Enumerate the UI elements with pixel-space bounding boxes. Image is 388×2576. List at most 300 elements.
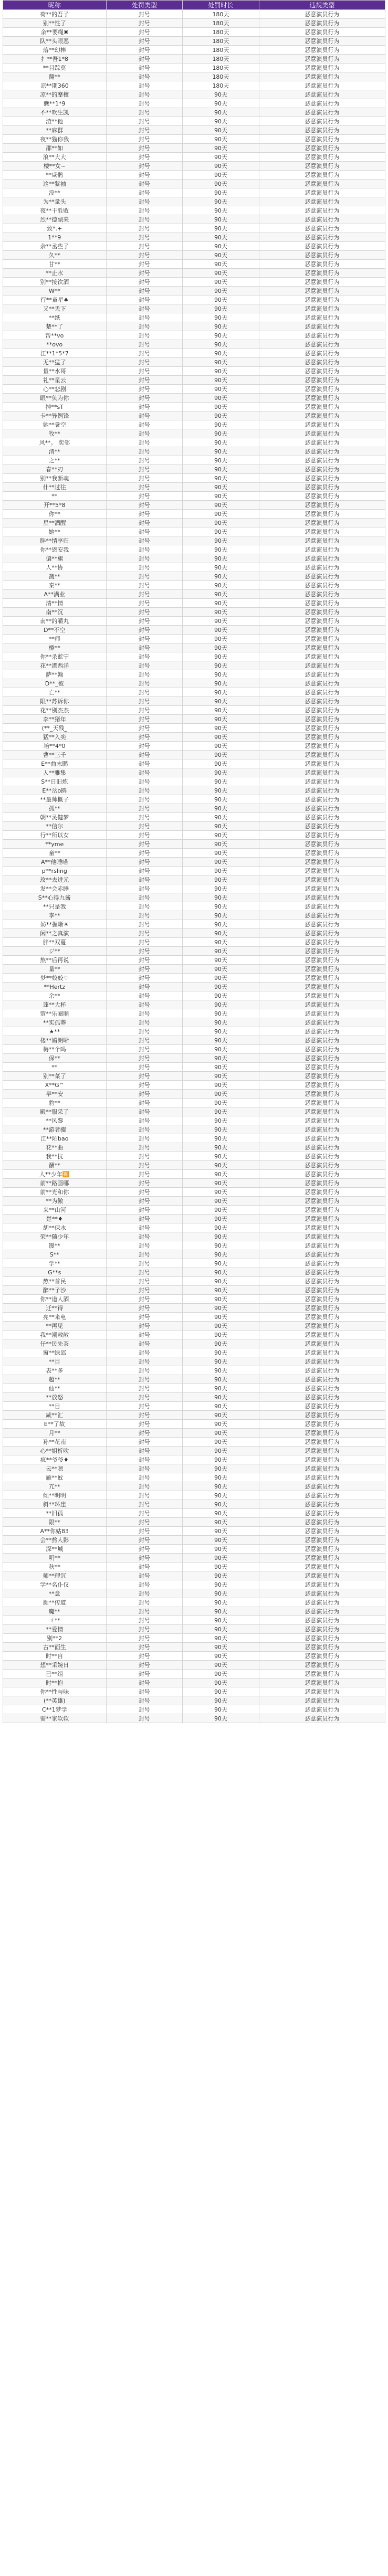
cell-nickname: 花**港西洋: [3, 661, 107, 670]
cell-nickname: 渣**他: [3, 117, 107, 126]
table-row: [3, 635, 385, 643]
cell-penalty-duration: 90天: [183, 786, 259, 795]
cell-nickname: E**岔o鸥: [3, 786, 107, 795]
cell-violation-type: 恶意演员行为: [259, 1571, 385, 1580]
table-row: [3, 1482, 385, 1491]
cell-penalty-type: 封号: [106, 688, 183, 697]
cell-penalty-duration: 90天: [183, 429, 259, 438]
cell-violation-type: 恶意演员行为: [259, 1313, 385, 1322]
table-row: [3, 224, 385, 233]
cell-violation-type: 恶意演员行为: [259, 1661, 385, 1670]
cell-penalty-type: 封号: [106, 733, 183, 742]
table-row: [3, 233, 385, 242]
cell-penalty-type: 封号: [106, 1268, 183, 1277]
cell-violation-type: 恶意演员行为: [259, 536, 385, 545]
cell-nickname: 荷**的吾子: [3, 10, 107, 19]
cell-nickname: 需**家软软: [3, 1714, 107, 1723]
cell-penalty-type: 封号: [106, 1455, 183, 1464]
cell-violation-type: 恶意演员行为: [259, 715, 385, 724]
table-row: [3, 1500, 385, 1509]
table-row: [3, 313, 385, 322]
cell-violation-type: 恶意演员行为: [259, 724, 385, 733]
cell-nickname: 1**9: [3, 233, 107, 242]
cell-penalty-duration: 90天: [183, 1027, 259, 1036]
table-row: [3, 1402, 385, 1411]
cell-penalty-type: 封号: [106, 1625, 183, 1634]
cell-nickname: ジ**: [3, 947, 107, 956]
cell-violation-type: 恶意演员行为: [259, 1081, 385, 1090]
cell-penalty-duration: 90天: [183, 813, 259, 822]
cell-penalty-type: 封号: [106, 759, 183, 768]
cell-violation-type: 恶意演员行为: [259, 1107, 385, 1116]
cell-nickname: 偏**旗: [3, 554, 107, 563]
cell-penalty-type: 封号: [106, 474, 183, 483]
cell-penalty-duration: 90天: [183, 251, 259, 260]
cell-violation-type: 恶意演员行为: [259, 661, 385, 670]
cell-penalty-duration: 90天: [183, 278, 259, 287]
cell-penalty-type: 封号: [106, 884, 183, 893]
cell-nickname: 行**童星♠: [3, 295, 107, 304]
cell-nickname: **目: [3, 1402, 107, 1411]
cell-penalty-duration: 90天: [183, 171, 259, 180]
cell-nickname: 你**性与味: [3, 1687, 107, 1696]
cell-nickname: S**: [3, 1250, 107, 1259]
table-row: [3, 144, 385, 153]
cell-violation-type: 恶意演员行为: [259, 608, 385, 617]
cell-penalty-type: 封号: [106, 590, 183, 599]
cell-penalty-type: 封号: [106, 64, 183, 72]
cell-penalty-type: 封号: [106, 1375, 183, 1384]
cell-violation-type: 恶意演员行为: [259, 1277, 385, 1286]
table-row: [3, 724, 385, 733]
cell-violation-type: 恶意演员行为: [259, 884, 385, 893]
table-row: [3, 1063, 385, 1072]
table-row: [3, 1134, 385, 1143]
cell-violation-type: 恶意演员行为: [259, 742, 385, 751]
cell-penalty-type: 封号: [106, 394, 183, 403]
cell-nickname: 夜**干胜败: [3, 206, 107, 215]
cell-nickname: 窗**绿邱: [3, 1348, 107, 1357]
cell-penalty-type: 封号: [106, 465, 183, 474]
cell-violation-type: 恶意演员行为: [259, 474, 385, 483]
cell-penalty-type: 封号: [106, 403, 183, 411]
cell-violation-type: 恶意演员行为: [259, 1134, 385, 1143]
cell-penalty-duration: 90天: [183, 340, 259, 349]
cell-violation-type: 恶意演员行为: [259, 527, 385, 536]
table-row: [3, 260, 385, 269]
cell-nickname: **咸鹘: [3, 171, 107, 180]
cell-violation-type: 恶意演员行为: [259, 278, 385, 287]
cell-violation-type: 恶意演员行为: [259, 1589, 385, 1598]
cell-penalty-duration: 180天: [183, 81, 259, 90]
cell-penalty-duration: 90天: [183, 1589, 259, 1598]
table-row: [3, 1554, 385, 1563]
cell-penalty-duration: 90天: [183, 1161, 259, 1170]
cell-nickname: 表**多: [3, 1366, 107, 1375]
cell-penalty-type: 封号: [106, 19, 183, 28]
cell-penalty-type: 封号: [106, 697, 183, 706]
cell-penalty-duration: 90天: [183, 849, 259, 858]
cell-nickname: 江**1*5*7: [3, 349, 107, 358]
cell-nickname: 明**: [3, 1554, 107, 1563]
cell-violation-type: 恶意演员行为: [259, 1232, 385, 1241]
cell-violation-type: 恶意演员行为: [259, 777, 385, 786]
cell-violation-type: 恶意演员行为: [259, 831, 385, 840]
cell-nickname: 秦**: [3, 581, 107, 590]
cell-violation-type: 恶意演员行为: [259, 1545, 385, 1554]
cell-penalty-type: 封号: [106, 510, 183, 519]
cell-violation-type: 恶意演员行为: [259, 162, 385, 171]
cell-violation-type: 恶意演员行为: [259, 144, 385, 153]
cell-penalty-type: 封号: [106, 1277, 183, 1286]
cell-nickname: 古**面生: [3, 1643, 107, 1652]
table-row: [3, 1179, 385, 1188]
cell-nickname: 迁**得: [3, 1304, 107, 1313]
cell-violation-type: 恶意演员行为: [259, 1375, 385, 1384]
cell-penalty-type: 封号: [106, 1670, 183, 1678]
cell-nickname: **风黎: [3, 1116, 107, 1125]
cell-penalty-duration: 90天: [183, 1678, 259, 1687]
cell-violation-type: 恶意演员行为: [259, 1018, 385, 1027]
cell-penalty-duration: 90天: [183, 1714, 259, 1723]
cell-penalty-type: 封号: [106, 1393, 183, 1402]
cell-violation-type: 恶意演员行为: [259, 813, 385, 822]
table-row: [3, 90, 385, 99]
cell-violation-type: 恶意演员行为: [259, 55, 385, 64]
cell-violation-type: 恶意演员行为: [259, 1027, 385, 1036]
cell-violation-type: 恶意演员行为: [259, 1259, 385, 1268]
cell-nickname: 亢**: [3, 1482, 107, 1491]
table-row: [3, 1125, 385, 1134]
cell-violation-type: 恶意演员行为: [259, 947, 385, 956]
cell-penalty-duration: 90天: [183, 635, 259, 643]
table-row: [3, 1223, 385, 1232]
table-row: [3, 420, 385, 429]
table-row: [3, 956, 385, 965]
cell-violation-type: 恶意演员行为: [259, 1206, 385, 1215]
cell-nickname: 蓬**大杯: [3, 1000, 107, 1009]
table-row: [3, 831, 385, 840]
cell-penalty-type: 封号: [106, 804, 183, 813]
header-violation-type: 违规类型: [259, 1, 385, 10]
cell-penalty-type: 封号: [106, 1125, 183, 1134]
cell-nickname: 孤**: [3, 804, 107, 813]
cell-penalty-type: 封号: [106, 1652, 183, 1661]
table-row: [3, 1598, 385, 1607]
table-row: [3, 1411, 385, 1420]
cell-penalty-duration: 90天: [183, 581, 259, 590]
cell-nickname: 前**路画哪: [3, 1179, 107, 1188]
cell-penalty-duration: 90天: [183, 599, 259, 608]
table-row: [3, 849, 385, 858]
cell-violation-type: 恶意演员行为: [259, 206, 385, 215]
cell-penalty-duration: 90天: [183, 438, 259, 447]
cell-nickname: 不**吹生凯: [3, 108, 107, 117]
cell-nickname: **旧孤: [3, 1509, 107, 1518]
table-row: [3, 1099, 385, 1107]
table-row: [3, 474, 385, 483]
table-row: [3, 1206, 385, 1215]
cell-penalty-duration: 90天: [183, 1625, 259, 1634]
table-row: [3, 1696, 385, 1705]
table-row: [3, 1000, 385, 1009]
cell-penalty-type: 封号: [106, 679, 183, 688]
cell-nickname: 扌**吾1*8: [3, 55, 107, 64]
cell-nickname: **信尔: [3, 822, 107, 831]
cell-penalty-duration: 180天: [183, 72, 259, 81]
cell-penalty-duration: 90天: [183, 1384, 259, 1393]
cell-nickname: 落**幻棒: [3, 46, 107, 55]
cell-penalty-duration: 90天: [183, 108, 259, 117]
cell-penalty-type: 封号: [106, 1179, 183, 1188]
cell-penalty-duration: 90天: [183, 1009, 259, 1018]
cell-nickname: 她**: [3, 527, 107, 536]
cell-violation-type: 恶意演员行为: [259, 617, 385, 626]
cell-nickname: **止水: [3, 269, 107, 278]
cell-penalty-duration: 90天: [183, 831, 259, 840]
table-row: [3, 1081, 385, 1090]
cell-nickname: ★**: [3, 1027, 107, 1036]
cell-penalty-duration: 90天: [183, 385, 259, 394]
table-row: [3, 804, 385, 813]
cell-nickname: 翻**: [3, 72, 107, 81]
cell-violation-type: 恶意演员行为: [259, 1455, 385, 1464]
cell-penalty-duration: 90天: [183, 1313, 259, 1322]
cell-penalty-type: 封号: [106, 1313, 183, 1322]
cell-penalty-type: 封号: [106, 617, 183, 626]
cell-violation-type: 恶意演员行为: [259, 1714, 385, 1723]
cell-violation-type: 恶意演员行为: [259, 304, 385, 313]
cell-violation-type: 恶意演员行为: [259, 929, 385, 938]
cell-penalty-type: 封号: [106, 751, 183, 759]
cell-penalty-duration: 90天: [183, 983, 259, 991]
cell-violation-type: 恶意演员行为: [259, 260, 385, 269]
cell-violation-type: 恶意演员行为: [259, 1411, 385, 1420]
cell-nickname: 帮**vo: [3, 331, 107, 340]
table-row: [3, 1304, 385, 1313]
cell-violation-type: 恶意演员行为: [259, 1036, 385, 1045]
cell-penalty-duration: 90天: [183, 1295, 259, 1304]
cell-penalty-type: 封号: [106, 572, 183, 581]
cell-penalty-type: 封号: [106, 875, 183, 884]
cell-violation-type: 恶意演员行为: [259, 1652, 385, 1661]
cell-penalty-type: 封号: [106, 215, 183, 224]
cell-nickname: 会**熬人影: [3, 1536, 107, 1545]
cell-nickname: 李**猪年: [3, 715, 107, 724]
cell-nickname: 春**刃: [3, 465, 107, 474]
cell-nickname: 学**: [3, 1259, 107, 1268]
cell-nickname: **麻群: [3, 126, 107, 135]
cell-violation-type: 恶意演员行为: [259, 269, 385, 278]
cell-violation-type: 恶意演员行为: [259, 1152, 385, 1161]
cell-violation-type: 恶意演员行为: [259, 875, 385, 884]
cell-penalty-duration: 90天: [183, 1438, 259, 1447]
cell-violation-type: 恶意演员行为: [259, 706, 385, 715]
table-row: [3, 1116, 385, 1125]
cell-nickname: 掉**sT: [3, 403, 107, 411]
cell-nickname: 倾**明明: [3, 1491, 107, 1500]
cell-nickname: 量**: [3, 965, 107, 974]
table-row: [3, 162, 385, 171]
cell-penalty-type: 封号: [106, 233, 183, 242]
cell-violation-type: 恶意演员行为: [259, 1000, 385, 1009]
cell-penalty-type: 封号: [106, 635, 183, 643]
cell-nickname: 妨**握晰☀: [3, 920, 107, 929]
cell-penalty-duration: 90天: [183, 376, 259, 385]
table-row: [3, 920, 385, 929]
table-row: [3, 1545, 385, 1554]
cell-violation-type: 恶意演员行为: [259, 974, 385, 983]
cell-nickname: 朝**灵健梦: [3, 813, 107, 822]
cell-penalty-duration: 90天: [183, 884, 259, 893]
table-row: [3, 385, 385, 394]
cell-nickname: 这**紫袖: [3, 180, 107, 188]
cell-violation-type: 恶意演员行为: [259, 1696, 385, 1705]
cell-violation-type: 恶意演员行为: [259, 287, 385, 295]
cell-penalty-type: 封号: [106, 867, 183, 875]
cell-nickname: A**满业: [3, 590, 107, 599]
cell-penalty-type: 封号: [106, 1589, 183, 1598]
cell-penalty-duration: 90天: [183, 1527, 259, 1536]
cell-penalty-duration: 90天: [183, 563, 259, 572]
cell-violation-type: 恶意演员行为: [259, 1473, 385, 1482]
cell-penalty-type: 封号: [106, 1420, 183, 1429]
cell-nickname: 培**4*0: [3, 742, 107, 751]
cell-violation-type: 恶意演员行为: [259, 1438, 385, 1447]
cell-nickname: 荣**随少年: [3, 1232, 107, 1241]
cell-penalty-duration: 90天: [183, 1170, 259, 1179]
cell-penalty-duration: 90天: [183, 974, 259, 983]
table-row: [3, 590, 385, 599]
cell-penalty-duration: 90天: [183, 759, 259, 768]
table-row: [3, 1375, 385, 1384]
cell-penalty-duration: 180天: [183, 28, 259, 37]
cell-violation-type: 恶意演员行为: [259, 751, 385, 759]
cell-penalty-duration: 90天: [183, 643, 259, 652]
cell-nickname: G**s: [3, 1268, 107, 1277]
cell-penalty-duration: 90天: [183, 269, 259, 278]
cell-penalty-duration: 90天: [183, 1447, 259, 1455]
table-row: [3, 858, 385, 867]
cell-nickname: 别**我断魂: [3, 474, 107, 483]
cell-nickname: A**你姑83: [3, 1527, 107, 1536]
cell-penalty-type: 封号: [106, 108, 183, 117]
cell-nickname: C**1梦学: [3, 1705, 107, 1714]
cell-violation-type: 恶意演员行为: [259, 215, 385, 224]
table-row: [3, 456, 385, 465]
cell-penalty-type: 封号: [106, 242, 183, 251]
cell-nickname: 没**: [3, 188, 107, 197]
cell-penalty-type: 封号: [106, 768, 183, 777]
cell-violation-type: 恶意演员行为: [259, 420, 385, 429]
cell-violation-type: 恶意演员行为: [259, 733, 385, 742]
cell-penalty-type: 封号: [106, 367, 183, 376]
cell-violation-type: 恶意演员行为: [259, 893, 385, 902]
cell-nickname: 牧**: [3, 429, 107, 438]
cell-penalty-type: 封号: [106, 135, 183, 144]
cell-penalty-duration: 90天: [183, 1304, 259, 1313]
cell-penalty-type: 封号: [106, 813, 183, 822]
cell-penalty-type: 封号: [106, 331, 183, 340]
table-row: [3, 278, 385, 287]
cell-penalty-type: 封号: [106, 1518, 183, 1527]
table-row: [3, 545, 385, 554]
table-row: [3, 1589, 385, 1598]
cell-penalty-type: 封号: [106, 652, 183, 661]
table-row: [3, 947, 385, 956]
cell-nickname: 闲**之真演: [3, 929, 107, 938]
table-row: [3, 251, 385, 260]
cell-penalty-type: 封号: [106, 1081, 183, 1090]
cell-penalty-duration: 90天: [183, 840, 259, 849]
cell-penalty-type: 封号: [106, 965, 183, 974]
cell-penalty-duration: 90天: [183, 733, 259, 742]
cell-penalty-type: 封号: [106, 1384, 183, 1393]
cell-nickname: 已**组: [3, 1670, 107, 1678]
table-row: [3, 1286, 385, 1295]
cell-violation-type: 恶意演员行为: [259, 224, 385, 233]
cell-violation-type: 恶意演员行为: [259, 313, 385, 322]
cell-penalty-duration: 90天: [183, 768, 259, 777]
cell-penalty-duration: 90天: [183, 1000, 259, 1009]
cell-penalty-duration: 90天: [183, 501, 259, 510]
cell-penalty-type: 封号: [106, 492, 183, 501]
cell-penalty-duration: 90天: [183, 90, 259, 99]
cell-penalty-duration: 90天: [183, 162, 259, 171]
table-row: [3, 1054, 385, 1063]
cell-penalty-type: 封号: [106, 1259, 183, 1268]
cell-nickname: **再见: [3, 1322, 107, 1331]
cell-penalty-type: 封号: [106, 991, 183, 1000]
cell-penalty-type: 封号: [106, 831, 183, 840]
cell-penalty-duration: 90天: [183, 313, 259, 322]
table-row: [3, 1143, 385, 1152]
cell-nickname: 酬**: [3, 1161, 107, 1170]
table-row: [3, 1268, 385, 1277]
table-row: [3, 1241, 385, 1250]
cell-violation-type: 恶意演员行为: [259, 438, 385, 447]
cell-violation-type: 恶意演员行为: [259, 1099, 385, 1107]
table-row: [3, 599, 385, 608]
table-row: [3, 572, 385, 581]
table-row: [3, 447, 385, 456]
cell-penalty-duration: 90天: [183, 1018, 259, 1027]
cell-penalty-type: 封号: [106, 46, 183, 55]
cell-nickname: ゞ**: [3, 1616, 107, 1625]
cell-penalty-duration: 90天: [183, 1554, 259, 1563]
cell-penalty-duration: 90天: [183, 1215, 259, 1223]
table-row: [3, 1580, 385, 1589]
cell-violation-type: 恶意演员行为: [259, 72, 385, 81]
cell-nickname: 秋**: [3, 1563, 107, 1571]
cell-violation-type: 恶意演员行为: [259, 1563, 385, 1571]
cell-penalty-type: 封号: [106, 1571, 183, 1580]
table-row: [3, 501, 385, 510]
cell-penalty-duration: 90天: [183, 1464, 259, 1473]
cell-violation-type: 恶意演员行为: [259, 688, 385, 697]
cell-penalty-type: 封号: [106, 715, 183, 724]
cell-penalty-duration: 90天: [183, 447, 259, 456]
cell-penalty-type: 封号: [106, 1036, 183, 1045]
cell-penalty-type: 封号: [106, 1170, 183, 1179]
cell-penalty-duration: 90天: [183, 1081, 259, 1090]
cell-penalty-duration: 90天: [183, 1429, 259, 1438]
cell-penalty-duration: 90天: [183, 991, 259, 1000]
cell-violation-type: 恶意演员行为: [259, 1009, 385, 1018]
cell-violation-type: 恶意演员行为: [259, 545, 385, 554]
table-row: [3, 742, 385, 751]
cell-penalty-duration: 90天: [183, 1598, 259, 1607]
